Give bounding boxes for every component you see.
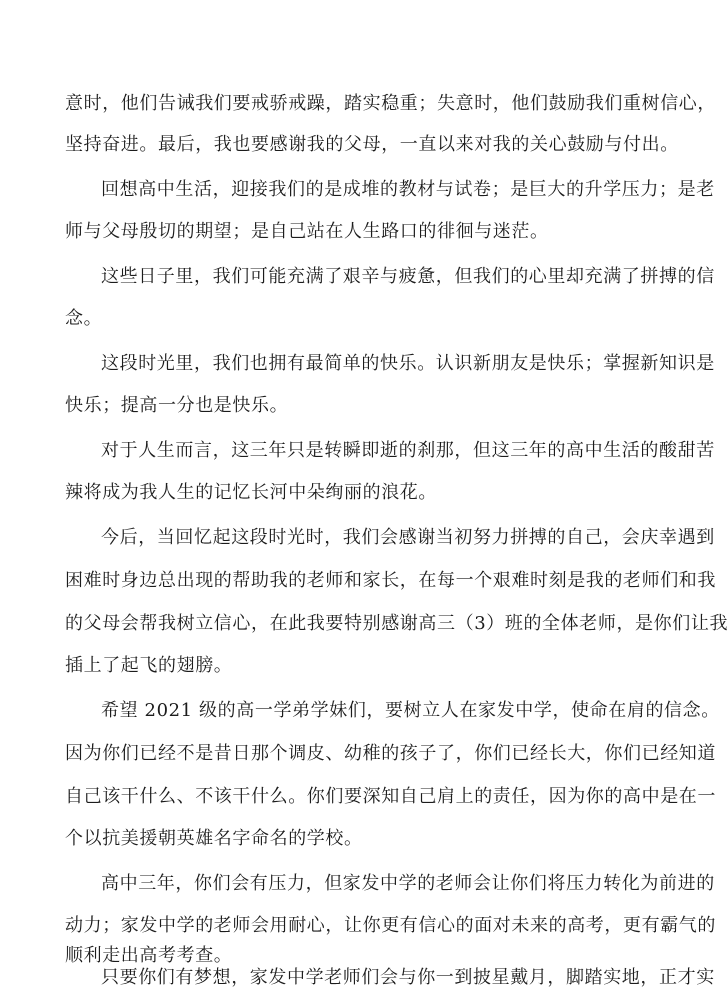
text-line: 动力；家发中学的老师会用耐心，让你更有信心的面对未来的高考，更有霸气的 — [65, 915, 716, 936]
text-line: 个以抗美援朝英雄名字命名的学校。 — [65, 828, 363, 849]
text-line: 快乐；提高一分也是快乐。 — [65, 395, 289, 416]
text-line: 辣将成为我人生的记忆长河中朵绚丽的浪花。 — [65, 482, 437, 503]
text-line: 师与父母殷切的期望；是自己站在人生路口的徘徊与迷茫。 — [65, 221, 549, 242]
text-line: 这段时光里，我们也拥有最简单的快乐。认识新朋友是快乐；掌握新知识是 — [101, 353, 715, 374]
text-line: 坚持奋进。最后，我也要感谢我的父母，一直以来对我的关心鼓励与付出。 — [65, 134, 679, 155]
text-line: 插上了起飞的翅膀。 — [65, 655, 233, 676]
text-line: 自己该干什么、不该干什么。你们要深知自己肩上的责任，因为你的高中是在一 — [65, 786, 716, 807]
text-line: 顺利走出高考考查。 — [65, 945, 233, 966]
text-line: 今后，当回忆起这段时光时，我们会感谢当初努力拼搏的自己，会庆幸遇到 — [101, 527, 715, 548]
text-line: 只要你们有梦想，家发中学老师们会与你一到披星戴月，脚踏实地，正才实 — [101, 967, 715, 988]
text-line: 希望 2021 级的高一学弟学妹们，要树立人在家发中学，使命在肩的信念。 — [101, 700, 720, 721]
text-line: 困难时身边总出现的帮助我的老师和家长，在每一个艰难时刻是我的老师们和我 — [65, 570, 716, 591]
text-line: 意时，他们告诫我们要戒骄戒躁，踏实稳重；失意时，他们鼓励我们重树信心， — [65, 93, 716, 114]
text-line: 对于人生而言，这三年只是转瞬即逝的刹那，但这三年的高中生活的酸甜苦 — [101, 440, 715, 461]
text-line: 回想高中生活，迎接我们的是成堆的教材与试卷；是巨大的升学压力；是老 — [101, 179, 715, 200]
text-line: 念。 — [65, 308, 103, 329]
text-line: 高中三年，你们会有压力，但家发中学的老师会让你们将压力转化为前进的 — [101, 873, 715, 894]
text-line: 因为你们已经不是昔日那个调皮、幼稚的孩子了，你们已经长大，你们已经知道 — [65, 743, 716, 764]
text-line: 的父母会帮我树立信心，在此我要特别感谢高三（3）班的全体老师，是你们让我 — [65, 613, 728, 634]
text-line: 这些日子里，我们可能充满了艰辛与疲惫，但我们的心里却充满了拼搏的信 — [101, 266, 715, 287]
